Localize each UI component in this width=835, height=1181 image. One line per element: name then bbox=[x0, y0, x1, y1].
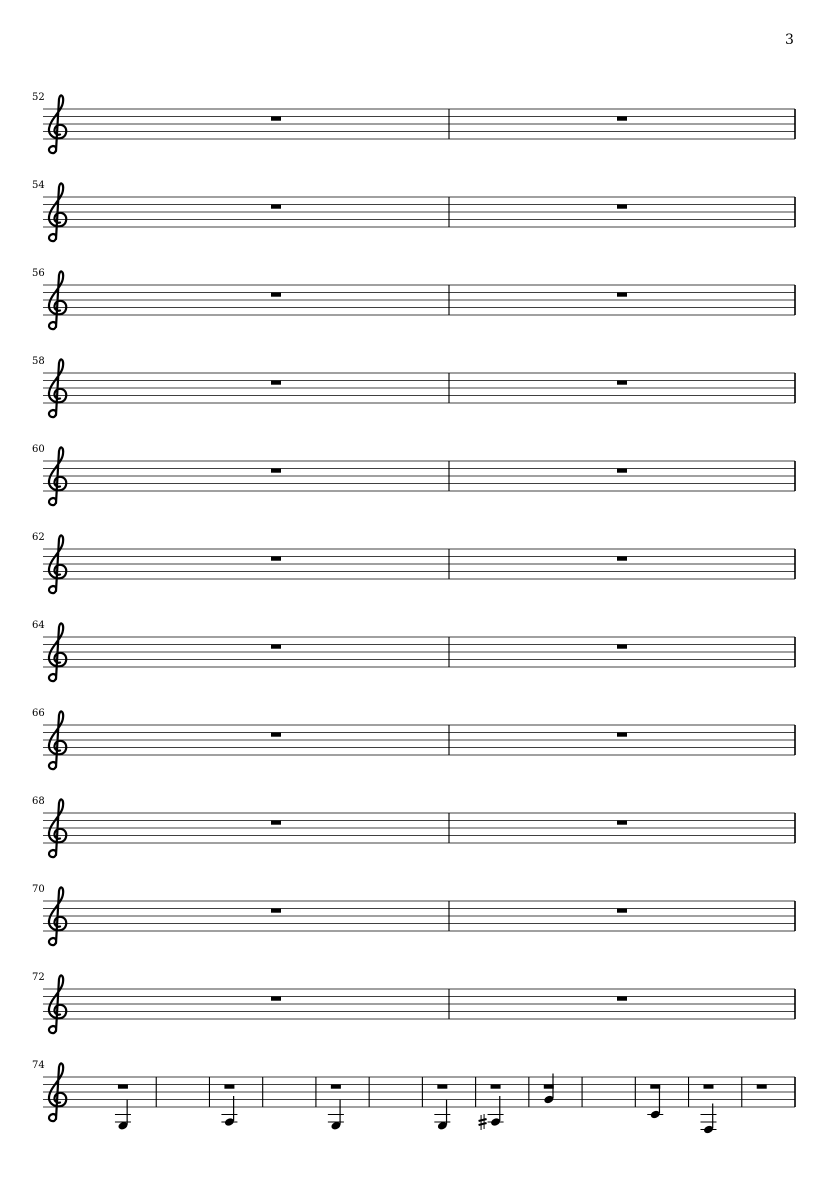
whole-rest bbox=[757, 1085, 767, 1089]
whole-rest bbox=[271, 821, 281, 825]
whole-rest bbox=[331, 1085, 341, 1089]
measure-number: 74 bbox=[32, 1060, 45, 1071]
measure-number: 60 bbox=[32, 444, 45, 455]
measure bbox=[700, 1077, 741, 1134]
whole-rest bbox=[271, 293, 281, 297]
whole-rest bbox=[617, 205, 627, 209]
whole-rest bbox=[617, 821, 627, 825]
measure-number: 70 bbox=[32, 884, 45, 895]
measure bbox=[115, 1077, 156, 1131]
whole-rest bbox=[271, 205, 281, 209]
staff-system bbox=[32, 180, 795, 241]
measure-number: 68 bbox=[32, 796, 45, 807]
measure bbox=[647, 1077, 688, 1119]
whole-rest bbox=[271, 909, 281, 913]
whole-rest bbox=[703, 1085, 713, 1089]
measure-number: 66 bbox=[32, 708, 45, 719]
staff-system bbox=[32, 796, 795, 857]
staff-system bbox=[32, 444, 795, 505]
measure-number: 64 bbox=[32, 620, 45, 631]
whole-rest bbox=[224, 1085, 234, 1089]
whole-rest bbox=[271, 733, 281, 737]
measure-number: 62 bbox=[32, 532, 45, 543]
whole-rest bbox=[617, 117, 627, 121]
measure-number: 56 bbox=[32, 268, 45, 279]
whole-rest bbox=[617, 645, 627, 649]
whole-rest bbox=[271, 469, 281, 473]
measure bbox=[479, 1077, 529, 1130]
measure bbox=[328, 1077, 369, 1131]
staff-system bbox=[32, 268, 795, 329]
whole-rest bbox=[271, 117, 281, 121]
whole-rest bbox=[271, 381, 281, 385]
whole-rest bbox=[617, 997, 627, 1001]
measure-number: 58 bbox=[32, 356, 45, 367]
whole-rest bbox=[271, 997, 281, 1001]
sharp-sign bbox=[479, 1114, 487, 1130]
sharp-stroke bbox=[479, 1119, 487, 1121]
whole-rest bbox=[617, 909, 627, 913]
whole-rest bbox=[437, 1085, 447, 1089]
sharp-stroke bbox=[479, 1123, 487, 1125]
whole-rest bbox=[491, 1085, 501, 1089]
whole-rest bbox=[617, 381, 627, 385]
whole-rest bbox=[617, 557, 627, 561]
staff-system bbox=[32, 620, 795, 681]
whole-rest bbox=[617, 293, 627, 297]
staff-system bbox=[32, 708, 795, 769]
staff-system bbox=[32, 532, 795, 593]
staff-system bbox=[32, 356, 795, 417]
page-number: 3 bbox=[785, 32, 794, 48]
staff-system bbox=[32, 1060, 795, 1134]
whole-rest bbox=[617, 733, 627, 737]
measure-number: 54 bbox=[32, 180, 45, 191]
whole-rest bbox=[271, 645, 281, 649]
measure bbox=[434, 1077, 475, 1131]
whole-rest bbox=[617, 469, 627, 473]
staff-system bbox=[32, 972, 795, 1033]
whole-rest bbox=[544, 1085, 554, 1089]
whole-rest bbox=[271, 557, 281, 561]
measure-number: 52 bbox=[32, 92, 45, 103]
measure-number: 72 bbox=[32, 972, 45, 983]
staff-system bbox=[32, 884, 795, 945]
measure bbox=[543, 1074, 582, 1108]
staff-system bbox=[32, 92, 795, 153]
whole-rest bbox=[650, 1085, 660, 1089]
whole-rest bbox=[118, 1085, 128, 1089]
